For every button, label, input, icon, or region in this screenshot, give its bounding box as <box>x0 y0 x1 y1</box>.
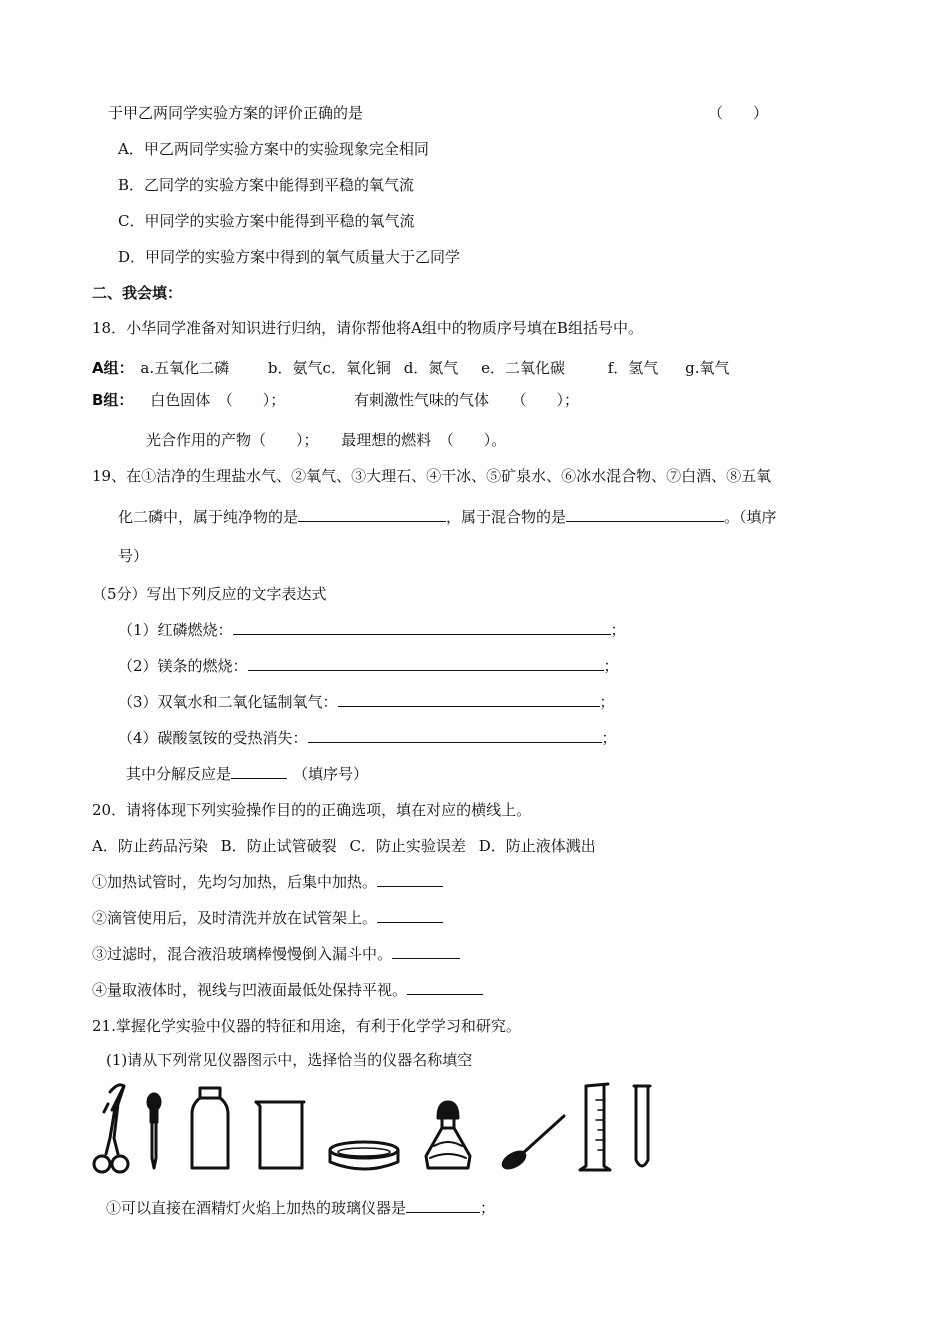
q20-option: B．防止试管破裂 <box>220 837 337 855</box>
q20-option: D．防止液体溅出 <box>478 837 596 855</box>
q20-item-2-blank[interactable] <box>377 908 443 923</box>
reaction-label: （4）碳酸氢铵的受热消失： <box>118 729 308 747</box>
reaction-2-blank[interactable] <box>248 656 604 671</box>
q20-option: C．防止实验误差 <box>349 837 466 855</box>
evaporating-dish-icon <box>330 1142 398 1169</box>
reaction-1 <box>118 620 626 640</box>
instruments-figure <box>88 1080 668 1180</box>
q19-line3: 号） <box>118 547 149 565</box>
q18-group-b-row1 <box>92 390 579 410</box>
group-a-item: c．氧化铜 <box>322 359 391 377</box>
group-a-item: d．氮气 <box>403 359 459 377</box>
reaction-end: ； <box>601 729 617 747</box>
graduated-cylinder-icon <box>580 1084 610 1170</box>
group-b-item: 光合作用的产物（ ）； <box>146 431 319 449</box>
wide-mouth-bottle-icon <box>192 1088 228 1168</box>
dropper-icon <box>148 1094 160 1168</box>
medicine-spoon-icon <box>501 1116 564 1171</box>
q20-item-4-blank[interactable] <box>407 980 483 995</box>
q18-stem: 18．小华同学准备对知识进行归纳，请你帮他将A组中的物质序号填在B组括号中。 <box>92 319 643 337</box>
q21-item-1 <box>106 1198 495 1218</box>
test-tube-icon <box>634 1086 650 1166</box>
q17-option-a: A．甲乙两同学实验方案中的实验现象完全相同 <box>118 140 429 158</box>
q20-item-4 <box>92 980 483 1000</box>
q19-text-mixture: ，属于混合物的是 <box>446 508 567 526</box>
mixture-blank[interactable] <box>566 507 724 522</box>
group-a-item: a.五氧化二磷 <box>140 359 230 377</box>
q20-options <box>92 836 596 856</box>
q20-item-text: ①加热试管时，先均匀加热，后集中加热。 <box>92 873 378 891</box>
section-title: 二、我会填： <box>92 284 183 302</box>
q17-option-b: B．乙同学的实验方案中能得到平稳的氧气流 <box>118 176 415 194</box>
crucible-tongs-icon <box>94 1085 128 1172</box>
reaction-label: （2）镁条的燃烧： <box>118 657 248 675</box>
q21-item-1-blank[interactable] <box>406 1198 480 1213</box>
q20-item-3 <box>92 944 460 964</box>
group-b-item: 有刺激性气味的气体 （ ）； <box>354 391 580 409</box>
group-a-item: e．二氧化碳 <box>481 359 565 377</box>
q19-line1: 19、在①洁净的生理盐水气、②氧气、③大理石、④干冰、⑤矿泉水、⑥冰水混合物、⑦白酒、⑧五氧 <box>92 467 772 485</box>
q21-item-end: ； <box>480 1199 496 1217</box>
q19-text-pure: 化二磷中，属于纯净物的是 <box>118 508 299 526</box>
q20-item-text: ④量取液体时，视线与凹液面最低处保持平视。 <box>92 981 408 999</box>
q21-item-text: ①可以直接在酒精灯火焰上加热的玻璃仪器是 <box>106 1199 407 1217</box>
q17-answer-paren: （ ） <box>708 104 769 122</box>
decomp-text: 其中分解反应是 <box>126 765 232 783</box>
q20-item-1-blank[interactable] <box>377 872 443 887</box>
q20-item-1 <box>92 872 443 892</box>
group-a-item: g.氧气 <box>685 359 730 377</box>
reaction-4 <box>118 728 617 748</box>
q21-stem: 21.掌握化学实验中仪器的特征和用途，有利于化学学习和研究。 <box>92 1017 521 1035</box>
q20-item-3-blank[interactable] <box>392 944 460 959</box>
q17-option-c: C．甲同学的实验方案中能得到平稳的氧气流 <box>118 212 415 230</box>
reaction-2 <box>118 656 619 676</box>
q20-item-2 <box>92 908 443 928</box>
decomposition-blank[interactable] <box>231 764 287 779</box>
q18-group-a <box>92 358 729 378</box>
q19-line2 <box>118 507 777 527</box>
reaction-1-blank[interactable] <box>233 620 611 635</box>
reactions-title: （5分）写出下列反应的文字表达式 <box>92 585 327 603</box>
group-a-item: b．氨气 <box>267 359 323 377</box>
reaction-end: ； <box>603 657 619 675</box>
q21-sub1: (1)请从下列常见仪器图示中，选择恰当的仪器名称填空 <box>106 1051 473 1069</box>
reaction-3 <box>118 692 615 712</box>
reaction-label: （3）双氧水和二氧化锰制氧气： <box>118 693 338 711</box>
q18-group-b-row2 <box>146 430 506 450</box>
group-b-item: 最理想的燃料 （ ）。 <box>341 431 507 449</box>
reaction-4-blank[interactable] <box>308 728 602 743</box>
reaction-end: ； <box>610 621 626 639</box>
decomposition-line <box>126 764 368 784</box>
pure-substance-blank[interactable] <box>298 507 446 522</box>
q19-text-end: 。（填序 <box>724 508 777 526</box>
q20-stem: 20．请将体现下列实验操作目的的正确选项，填在对应的横线上。 <box>92 801 532 819</box>
q17-option-d: D．甲同学的实验方案中得到的氧气质量大于乙同学 <box>118 248 461 266</box>
decomp-hint: （填序号） <box>293 765 369 783</box>
q20-item-text: ③过滤时，混合液沿玻璃棒慢慢倒入漏斗中。 <box>92 945 393 963</box>
q17-stem: 于甲乙两同学实验方案的评价正确的是 <box>108 104 364 122</box>
group-b-item: 白色固体 （ ）； <box>150 391 286 409</box>
q20-item-text: ②滴管使用后，及时清洗并放在试管架上。 <box>92 909 378 927</box>
reaction-3-blank[interactable] <box>338 692 600 707</box>
group-a-item: f．氢气 <box>607 359 659 377</box>
alcohol-lamp-icon <box>426 1102 470 1168</box>
group-a-label: A组： <box>92 359 134 377</box>
reaction-end: ； <box>599 693 615 711</box>
q20-option: A．防止药品污染 <box>92 837 208 855</box>
beaker-icon <box>256 1102 304 1168</box>
reaction-label: （1）红磷燃烧： <box>118 621 233 639</box>
group-b-label: B组： <box>92 391 134 409</box>
